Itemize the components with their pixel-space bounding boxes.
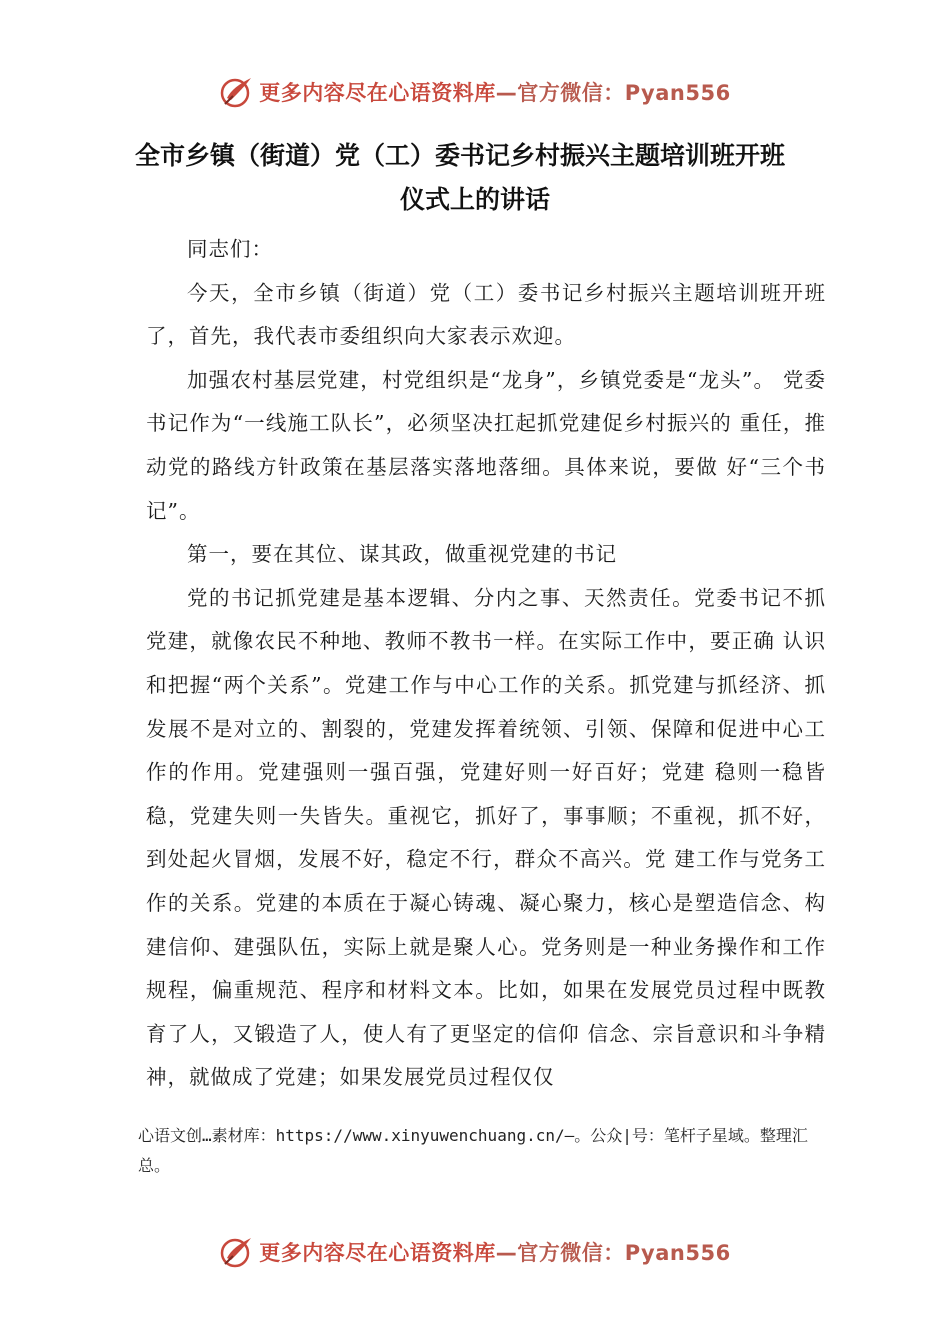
footer-banner <box>0 1230 950 1274</box>
banner-sub: —官方微信：Pyan556 <box>495 81 731 105</box>
section-heading: 第一，要在其位、谋其政，做重视党建的书记 <box>187 542 617 567</box>
paragraph: 今天，全市乡镇（街道）党（工）委书记乡村振兴主题培训班开班了，首先，我代表市委组织向大家表示欢迎。 <box>146 280 826 349</box>
quill-logo-icon <box>219 1234 255 1270</box>
quill-logo-icon <box>219 74 255 110</box>
paragraph: 加强农村基层党建，村党组织是“龙身”，乡镇党委是“龙头”。 党委书记作为“一线施工队长”，必须坚决扛起抓党建促乡村振兴的 重任，推动党的路线方针政策在基层落实落地落细。具体来说，要做 好“三个书记”。 <box>146 367 826 523</box>
document-title-line1: 全市乡镇（街道）党（工）委书记乡村振兴主题培训班开班 <box>134 141 785 170</box>
header-banner <box>0 70 950 114</box>
banner-main: 更多内容尽在心语资料库 <box>259 81 496 105</box>
document-title-line2: 仪式上的讲话 <box>399 185 550 214</box>
document-body <box>146 228 826 1100</box>
banner-sub: —官方微信：Pyan556 <box>495 1241 731 1265</box>
banner-main: 更多内容尽在心语资料库 <box>259 1241 496 1265</box>
banner-text <box>259 1237 730 1267</box>
paragraph: 党的书记抓党建是基本逻辑、分内之事、天然责任。党委书记不抓党建，就像农民不种地、教师不教书一样。在实际工作中，要正确 认识和把握“两个关系”。党建工作与中心工作的关系。抓党建与抓经济、抓发展不是对立的、割裂的，党建发挥着统领、引领、保障和促进中心工作的作用。党建强则一强百强，党建好则一好百好；党建 稳则一稳皆稳，党建失则一失皆失。重视它，抓好了，事事顺；不重视，抓不好，到处起火冒烟，发展不好，稳定不行，群众不高兴。党 建工作与党务工作的关系。党建的本质在于凝心铸魂、凝心聚力，核心是塑造信念、构建信仰、建强队伍，实际上就是聚人心。党务则是一种业务操作和工作规程，偏重规范、程序和材料文本。比如，如果在发展党员过程中既教育了人，又锻造了人，使人有了更坚定的信仰 信念、宗旨意识和斗争精神，就做成了党建；如果发展党员过程仅仅 <box>146 585 826 1090</box>
source-footer: 心语文创…素材库：https://www.xinyuwenchuang.cn/—。公众|号：笔杆子星域。整理汇总。 <box>138 1126 808 1175</box>
salutation: 同志们： <box>187 237 273 261</box>
banner-text <box>259 77 730 107</box>
